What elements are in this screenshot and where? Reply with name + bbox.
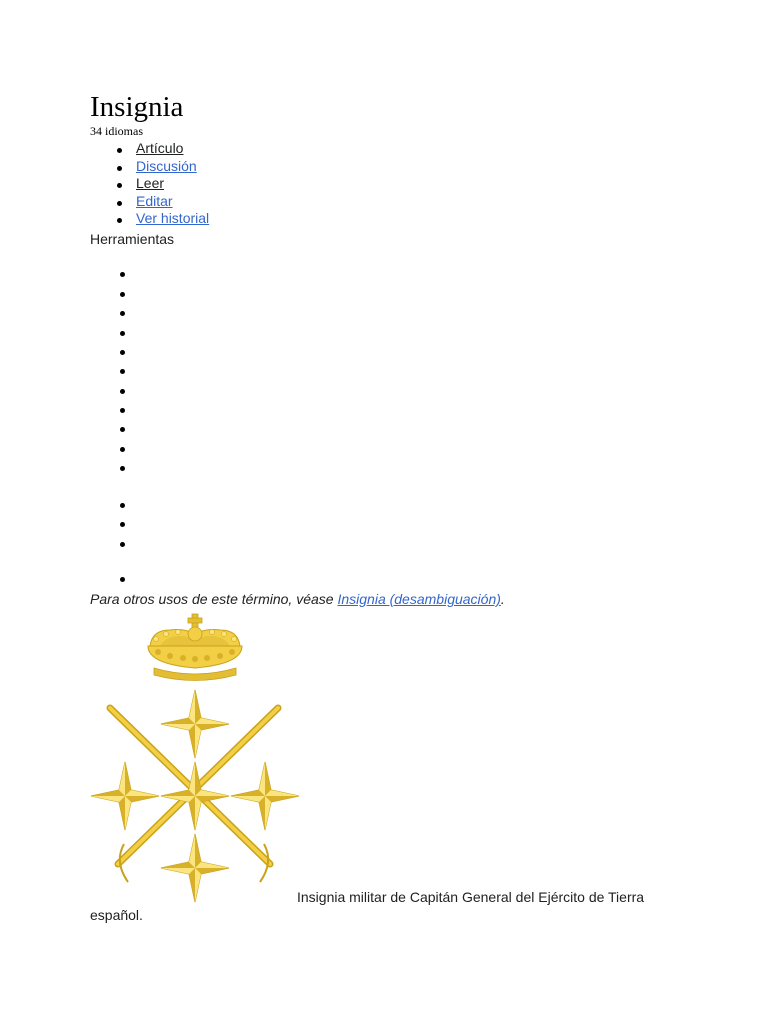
tab-article bbox=[90, 140, 209, 158]
tools-list-bullet bbox=[120, 292, 125, 297]
captain-general-insignia-image[interactable] bbox=[88, 612, 300, 904]
page-tabs bbox=[90, 140, 209, 228]
star-icon bbox=[161, 690, 229, 758]
tools-list-bullet bbox=[120, 408, 125, 413]
tab-discussion bbox=[90, 158, 209, 176]
crown-icon bbox=[148, 614, 242, 681]
star-icon bbox=[231, 762, 299, 830]
tools-list-bullet bbox=[120, 369, 125, 374]
tab-article-link[interactable]: Artículo bbox=[136, 140, 184, 156]
tools-list-bullet bbox=[120, 542, 125, 547]
tools-list-bullet bbox=[120, 272, 125, 277]
tab-history-link[interactable]: Ver historial bbox=[136, 210, 210, 227]
page-title: Insignia bbox=[90, 91, 184, 123]
tools-list-bullet bbox=[120, 447, 125, 452]
tools-list-bullet bbox=[120, 577, 125, 582]
tools-list-bullet bbox=[120, 466, 125, 471]
tab-read-link[interactable]: Leer bbox=[136, 175, 165, 192]
tools-list-bullet bbox=[120, 522, 125, 527]
tools-list-bullet bbox=[120, 331, 125, 336]
image-caption bbox=[90, 888, 690, 924]
tab-history bbox=[90, 210, 209, 228]
tools-list-bullet bbox=[120, 503, 125, 508]
tools-list-bullet bbox=[120, 427, 125, 432]
tools-list-bullet bbox=[120, 350, 125, 355]
hatnote-suffix: . bbox=[500, 591, 505, 607]
tab-edit bbox=[90, 193, 209, 211]
hatnote-prefix: Para otros usos de este término, véase bbox=[90, 591, 334, 607]
disambiguation-link[interactable]: Insignia (desambiguación) bbox=[337, 591, 501, 607]
tab-read bbox=[90, 175, 209, 193]
tab-discussion-link[interactable]: Discusión bbox=[136, 157, 197, 174]
language-count[interactable]: 34 idiomas bbox=[90, 124, 143, 138]
tools-list-bullet bbox=[120, 389, 125, 394]
tab-edit-link[interactable]: Editar bbox=[136, 192, 173, 209]
tools-list-bullet bbox=[120, 311, 125, 316]
image-caption-text: Insignia militar de Capitán General del Ejército de Tierra español. bbox=[90, 889, 645, 923]
hatnote bbox=[90, 590, 505, 608]
star-icon bbox=[91, 762, 159, 830]
tools-label[interactable]: Herramientas bbox=[90, 231, 175, 247]
